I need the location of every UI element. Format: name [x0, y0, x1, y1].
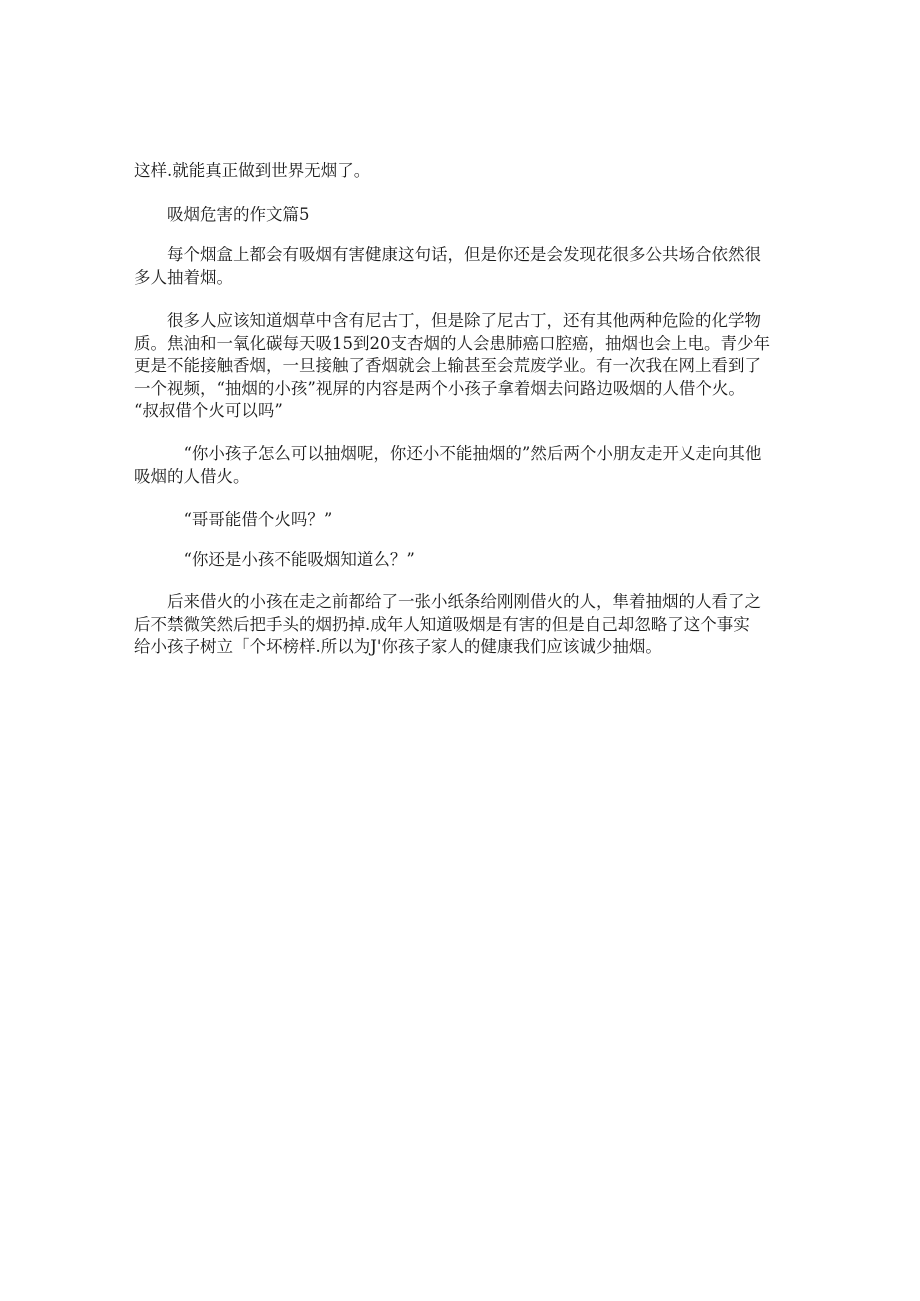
paragraph-closing-line: [134, 160, 794, 183]
text-line: 这样.就能真正做到世界无烟了。: [134, 161, 371, 180]
text-line: 吸烟危害的作文篇5: [134, 205, 310, 224]
paragraph-4: [134, 509, 794, 532]
text-line: “叔叔借个火可以吗”: [134, 401, 283, 420]
essay-heading: [134, 204, 794, 227]
text-line: 吸烟的人借火。: [134, 466, 250, 486]
text-line: 每个烟盒上都会有吸烟有害健康这句话，但是你还是会发现花很多公共场合依然很: [134, 245, 761, 264]
text-line: 更是不能接触香烟，一旦接触了香烟就会上输甚至会荒废学业。有一次我在网上看到了: [134, 356, 761, 375]
text-line: 多人抽着烟。: [134, 267, 233, 287]
paragraph-2: [134, 310, 794, 423]
paragraph-3: [134, 443, 794, 488]
text-line: 给小孩子树立「个坏榜样.所以为J'你孩子家人的健康我们应该诚少抽烟。: [134, 637, 662, 656]
paragraph-6: [134, 591, 794, 659]
text-line: “你小孩子怎么可以抽烟呢，你还小不能抽烟的”然后两个小朋友走开乂走向其他: [134, 444, 762, 463]
text-line: 一个视频，“抽烟的小孩”视屏的内容是两个小孩子拿着烟去问路边吸烟的人借个火。: [134, 378, 745, 398]
text-line: “哥哥能借个火吗？”: [134, 510, 333, 529]
text-line: 很多人应该知道烟草中含有尼古丁，但是除了尼古丁，还有其他两种危险的化学物: [134, 311, 761, 330]
text-line: 后来借火的小孩在走之前都给了一张小纸条给刚刚借火的人，隼着抽烟的人看了之: [134, 592, 761, 611]
text-line: 后不禁微笑然后把手头的烟扔掉.成年人知道吸烟是有害的但是自己却忽略了这个事实: [134, 614, 750, 634]
paragraph-5: [134, 549, 794, 572]
text-line: 质。焦油和一氧化碳每天吸15到20支杏烟的人会患肺癌口腔癌，抽烟也会上电。青少年: [134, 333, 770, 353]
paragraph-1: [134, 244, 794, 289]
text-line: “你还是小孩不能吸烟知道么？”: [134, 550, 415, 569]
